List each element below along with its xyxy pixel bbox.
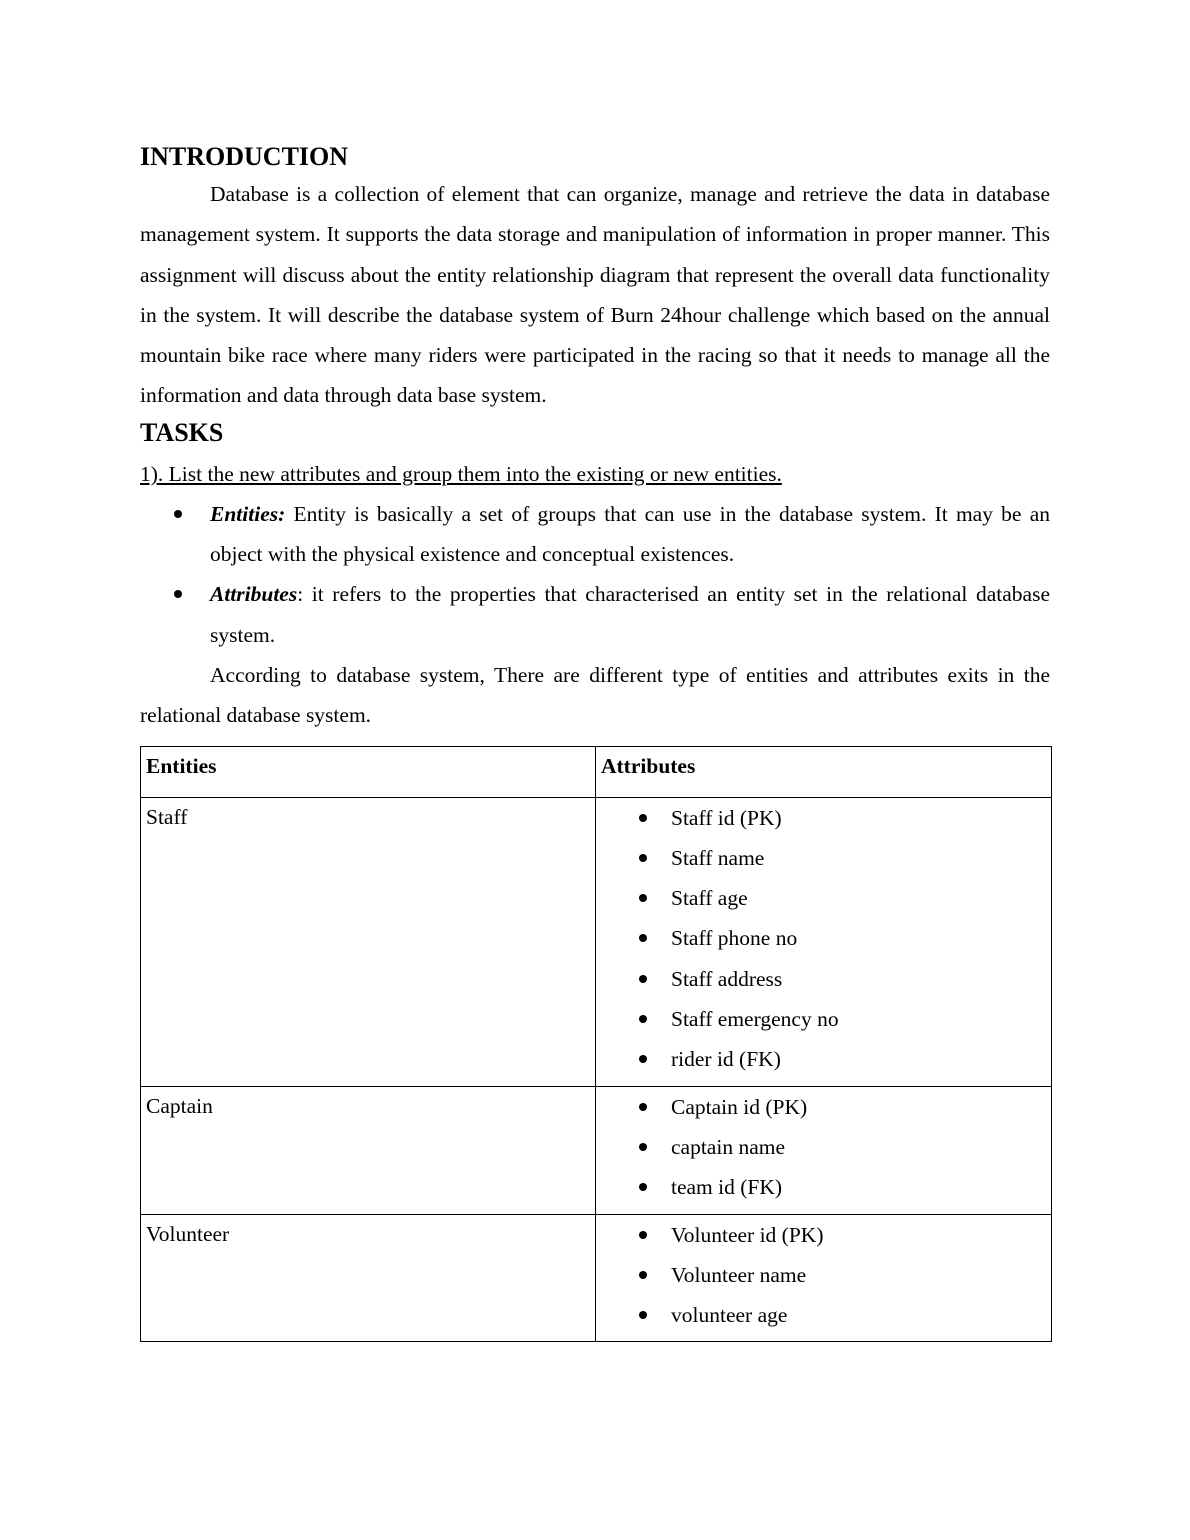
bullet-icon [639, 1183, 647, 1191]
attribute-label: Volunteer name [671, 1262, 807, 1287]
bullet-icon [639, 1271, 647, 1279]
bullet-icon [639, 894, 647, 902]
attribute-item [601, 838, 1046, 878]
attribute-item [601, 1255, 1046, 1295]
attribute-item [601, 1215, 1046, 1255]
attribute-item [601, 878, 1046, 918]
attribute-label: Volunteer id (PK) [671, 1222, 824, 1247]
entity-attribute-table [140, 746, 1052, 1343]
attribute-label: Staff emergency no [671, 1007, 839, 1032]
bullet-icon [174, 590, 182, 598]
table-header-entities: Entities [141, 746, 596, 797]
attribute-item [601, 999, 1046, 1039]
attribute-item [601, 1039, 1046, 1079]
attribute-item [601, 1087, 1046, 1127]
definition-text: Entity is basically a set of groups that can use in the database system. It may be an object with the physical existence and conceptual existences. [210, 501, 1050, 567]
attribute-label: volunteer age [671, 1303, 788, 1328]
bullet-icon [639, 975, 647, 983]
attribute-list [601, 798, 1046, 1086]
bullet-icon [639, 1231, 647, 1239]
attribute-item [601, 959, 1046, 999]
attribute-item [601, 918, 1046, 958]
introduction-paragraph: Database is a collection of element that can organize, manage and retrieve the data in database management system. It supports the data storage and manipulation of information in proper manner. This assignment will discuss about the entity relationship diagram that represent the overall data functionality in the system. It will describe the database system of Burn 24hour challenge which based on the annual mountain bike race where many riders were participated in the racing so that it needs to manage all the information and data through data base system. [140, 182, 1050, 408]
attribute-label: captain name [671, 1134, 786, 1159]
bullet-icon [174, 510, 182, 518]
table-row [141, 1086, 1052, 1214]
definition-term: Entities: [210, 501, 286, 526]
attributes-cell [596, 1086, 1052, 1214]
entity-cell: Volunteer [141, 1214, 596, 1342]
tasks-heading: TASKS [140, 417, 224, 447]
attribute-list [601, 1215, 1046, 1342]
attribute-item [601, 1127, 1046, 1167]
attribute-label: rider id (FK) [671, 1047, 781, 1072]
attribute-label: Staff address [671, 966, 783, 991]
document-page [140, 140, 1050, 1342]
attribute-label: Staff age [671, 886, 748, 911]
attribute-item [601, 1295, 1046, 1335]
attribute-item [601, 798, 1046, 838]
attributes-cell [596, 1214, 1052, 1342]
bullet-icon [639, 1055, 647, 1063]
bullet-icon [639, 1311, 647, 1319]
task-1-title: 1). List the new attributes and group them into the existing or new entities. [140, 461, 782, 486]
introduction-heading: INTRODUCTION [140, 142, 349, 171]
table-row [141, 1214, 1052, 1342]
attribute-item [601, 1167, 1046, 1207]
definition-item-entities [140, 494, 1050, 575]
bullet-icon [639, 814, 647, 822]
entity-cell: Captain [141, 1086, 596, 1214]
table-header-attributes: Attributes [596, 746, 1052, 797]
closing-paragraph: According to database system, There are different type of entities and attributes exits in the relational database system. [140, 662, 1050, 728]
definition-list [140, 494, 1050, 655]
bullet-icon [639, 1015, 647, 1023]
attribute-list [601, 1087, 1046, 1214]
entity-cell: Staff [141, 797, 596, 1086]
definition-term: Attributes [210, 582, 298, 607]
attributes-cell [596, 797, 1052, 1086]
bullet-icon [639, 1103, 647, 1111]
definition-text: : it refers to the properties that characterised an entity set in the relational database system. [210, 582, 1050, 647]
attribute-label: Staff name [671, 845, 765, 870]
attribute-label: Staff id (PK) [671, 805, 782, 830]
definition-item-attributes [140, 574, 1050, 655]
attribute-label: team id (FK) [671, 1175, 783, 1200]
bullet-icon [639, 1143, 647, 1151]
attribute-label: Staff phone no [671, 926, 798, 951]
bullet-icon [639, 934, 647, 942]
table-row [141, 797, 1052, 1086]
attribute-label: Captain id (PK) [671, 1094, 808, 1119]
bullet-icon [639, 854, 647, 862]
table-header-row [141, 746, 1052, 797]
